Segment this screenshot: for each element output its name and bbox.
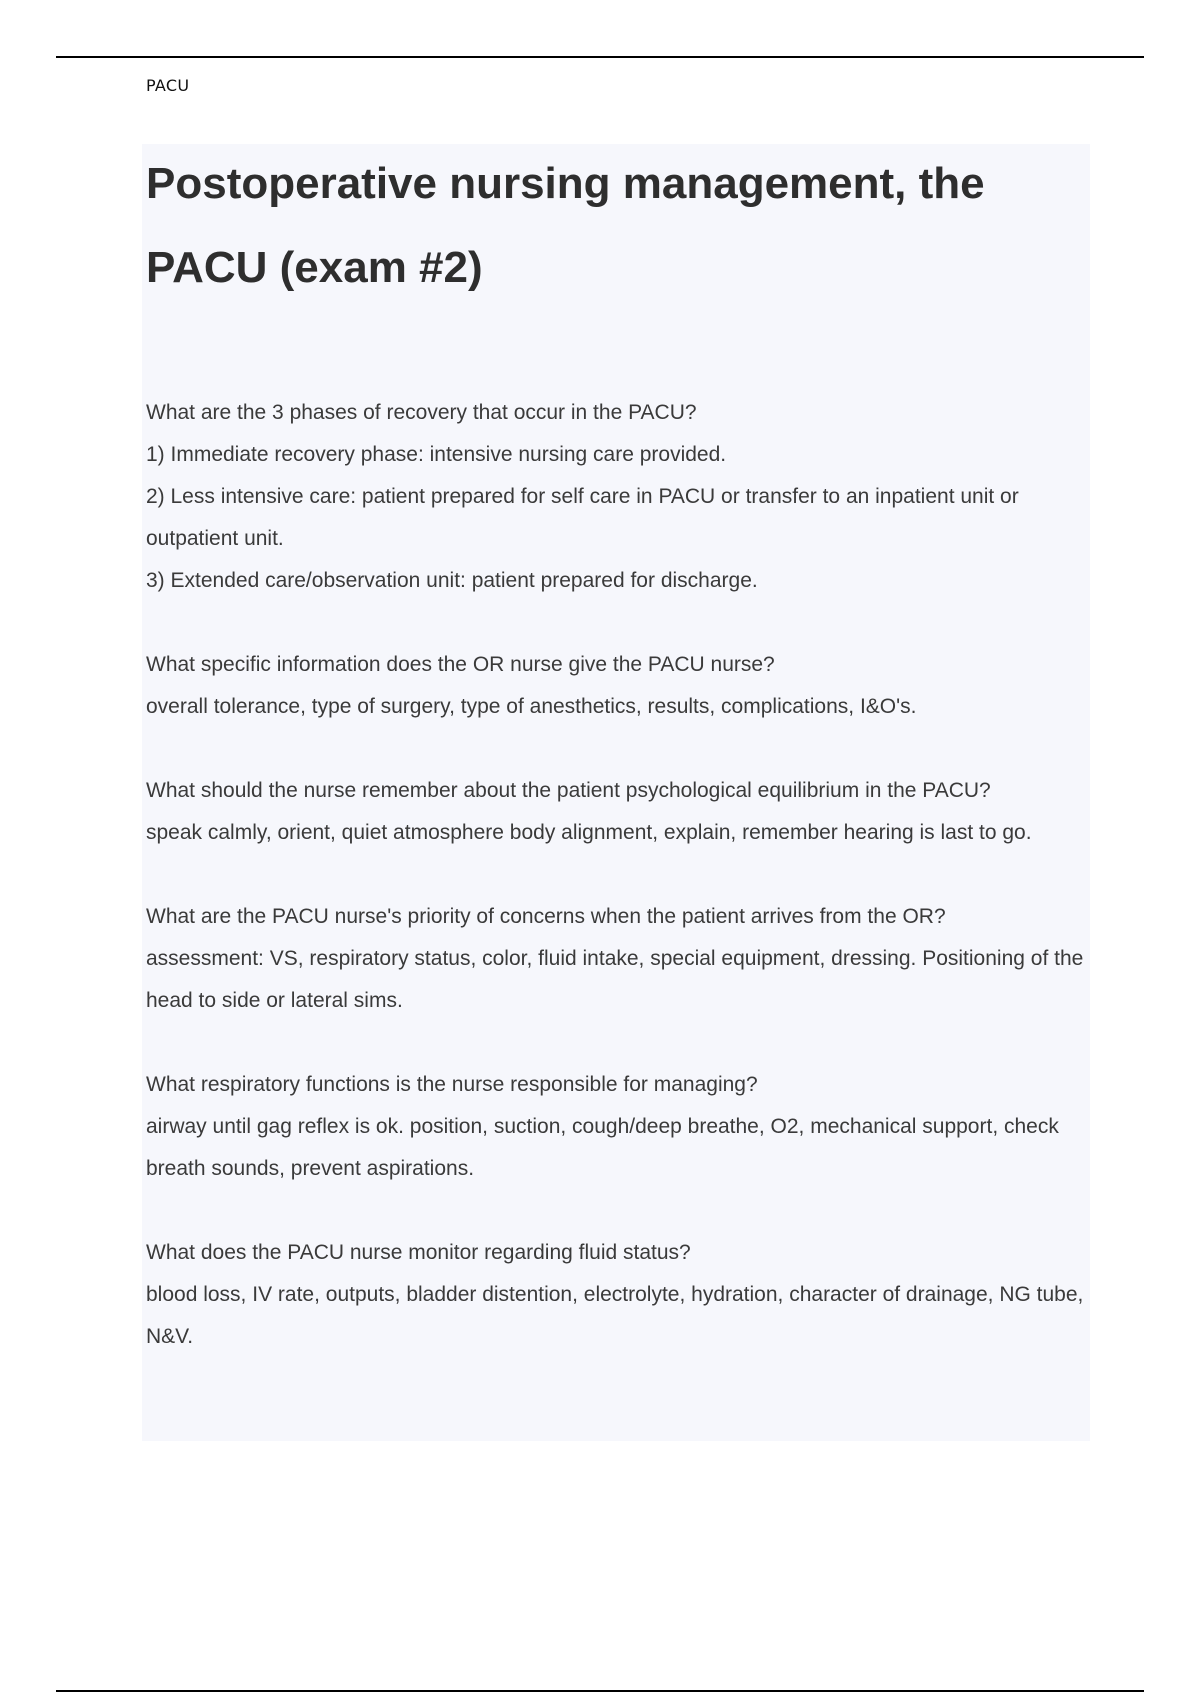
- document-title: Postoperative nursing management, the PACU (exam #2): [146, 159, 985, 292]
- qa-question: What specific information does the OR nurse give the PACU nurse?: [146, 653, 775, 676]
- qa-question: What respiratory functions is the nurse responsible for managing?: [146, 1073, 758, 1096]
- qa-item: [146, 1232, 1086, 1358]
- qa-question: What should the nurse remember about the patient psychological equilibrium in the PACU?: [146, 779, 991, 802]
- qa-answer-line: overall tolerance, type of surgery, type of anesthetics, results, complications, I&O's.: [146, 695, 917, 718]
- qa-answer-line: speak calmly, orient, quiet atmosphere body alignment, explain, remember hearing is last to go.: [146, 821, 1032, 844]
- qa-answer-line: airway until gag reflex is ok. position, suction, cough/deep breathe, O2, mechanical support, check breath sounds, prevent aspirations.: [146, 1115, 1059, 1180]
- qa-question: What are the 3 phases of recovery that occur in the PACU?: [146, 401, 697, 424]
- qa-question: What are the PACU nurse's priority of concerns when the patient arrives from the OR?: [146, 905, 946, 928]
- qa-answer-line: 3) Extended care/observation unit: patient prepared for discharge.: [146, 569, 758, 592]
- qa-answer-line: blood loss, IV rate, outputs, bladder distention, electrolyte, hydration, character of drainage, NG tube, N&V.: [146, 1283, 1084, 1348]
- qa-item: [146, 770, 1086, 854]
- qa-list: [146, 392, 1086, 1400]
- qa-question: What does the PACU nurse monitor regarding fluid status?: [146, 1241, 691, 1264]
- qa-answer-line: 2) Less intensive care: patient prepared for self care in PACU or transfer to an inpatient unit or outpatient unit.: [146, 485, 1019, 550]
- running-header: PACU: [146, 76, 190, 95]
- qa-item: [146, 896, 1086, 1022]
- qa-item: [146, 392, 1086, 602]
- footer-rule: [56, 1690, 1144, 1692]
- qa-answer-line: assessment: VS, respiratory status, color, fluid intake, special equipment, dressing. Positioning of the head to side or lateral sims.: [146, 947, 1084, 1012]
- qa-answer-line: 1) Immediate recovery phase: intensive nursing care provided.: [146, 443, 727, 466]
- qa-item: [146, 1064, 1086, 1190]
- qa-item: [146, 644, 1086, 728]
- header-rule: [56, 56, 1144, 58]
